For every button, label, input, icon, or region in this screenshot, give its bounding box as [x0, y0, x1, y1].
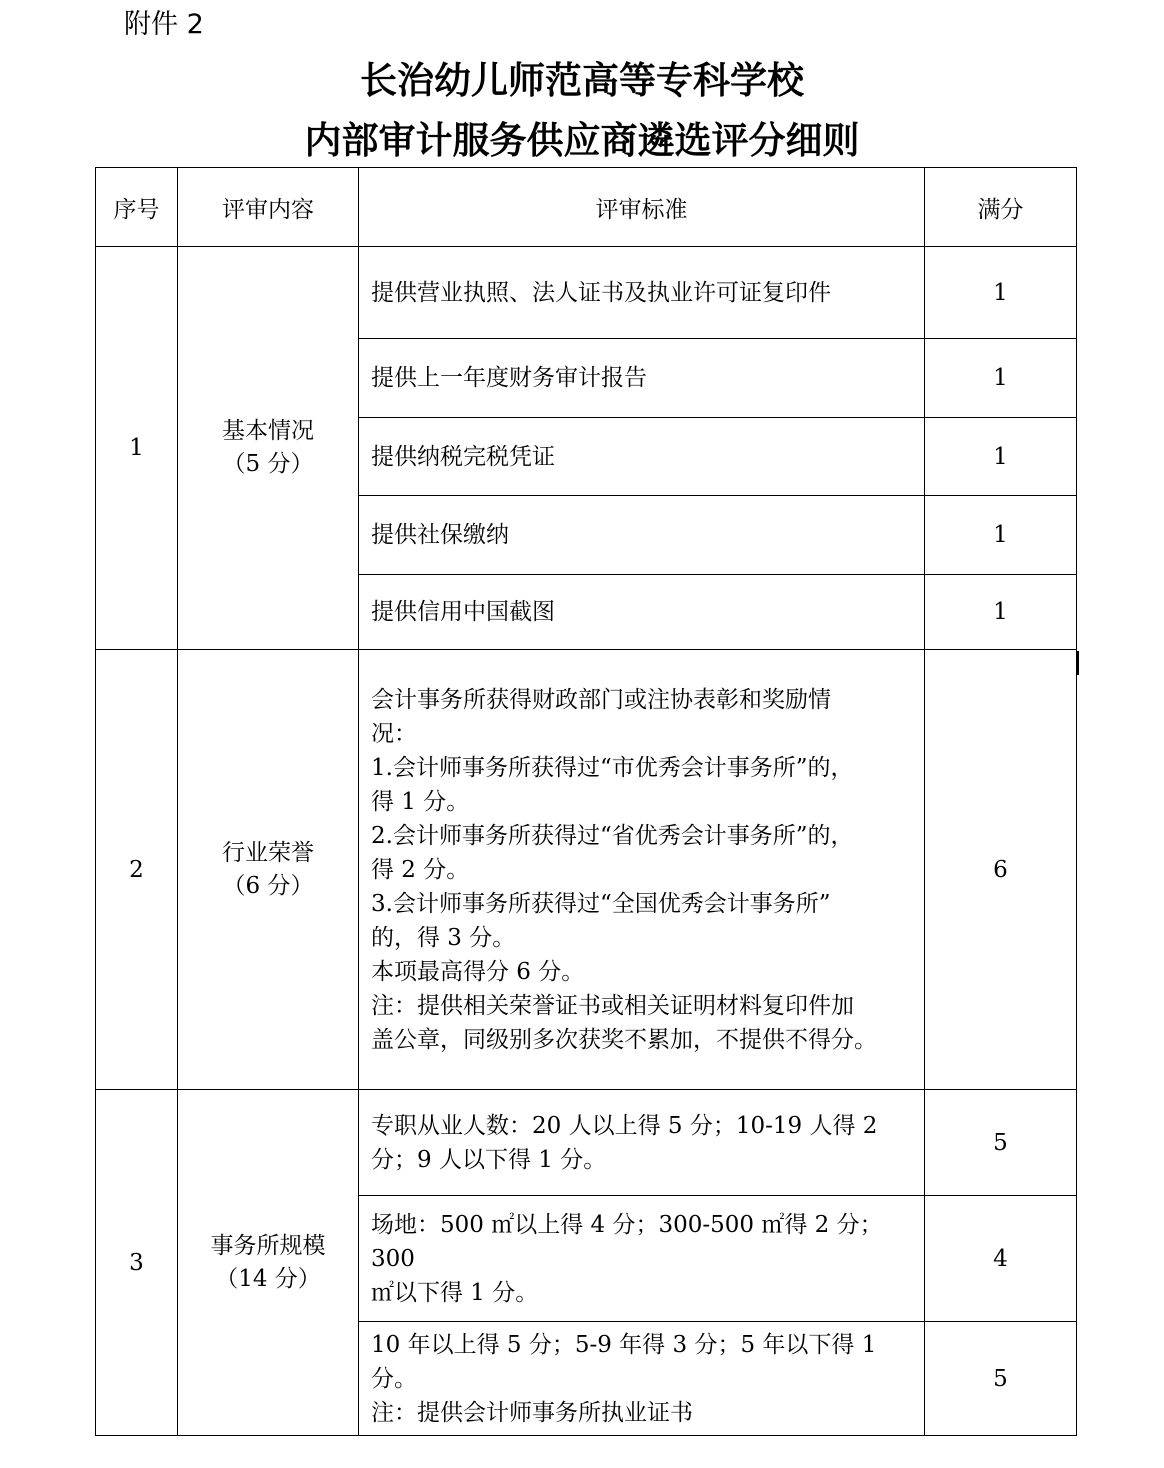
review-standard: 提供纳税完税凭证	[359, 418, 925, 496]
table-row	[96, 247, 1077, 339]
standard-line: 分；9 人以下得 1 分。	[371, 1146, 607, 1173]
standard-line: 2.会计师事务所获得过“省优秀会计事务所”的，	[371, 822, 854, 849]
review-standard	[359, 1090, 925, 1196]
standard-line: 注：提供相关荣誉证书或相关证明材料复印件加	[371, 992, 854, 1019]
row-number: 2	[96, 650, 178, 1090]
review-standard: 提供社保缴纳	[359, 496, 925, 575]
scoring-table	[95, 167, 1077, 1436]
review-content-score: （5 分）	[222, 451, 314, 477]
header-full-score: 满分	[925, 168, 1077, 247]
full-score: 5	[925, 1322, 1077, 1436]
table-row	[96, 650, 1077, 1090]
document-title-line-2: 内部审计服务供应商遴选评分细则	[304, 119, 860, 162]
table-row	[96, 1090, 1077, 1196]
standard-line: 得 2 分。	[371, 856, 470, 883]
review-content	[178, 650, 359, 1090]
row-number: 1	[96, 247, 178, 650]
review-standard: 提供信用中国截图	[359, 575, 925, 650]
standard-line: 况：	[371, 720, 417, 747]
standard-line: 本项最高得分 6 分。	[371, 958, 585, 985]
full-score: 1	[925, 496, 1077, 575]
attachment-label: 附件 2	[124, 9, 204, 40]
review-standard: 提供上一年度财务审计报告	[359, 339, 925, 418]
review-standard	[359, 650, 925, 1090]
full-score: 6	[925, 650, 1077, 1090]
standard-line: 1.会计师事务所获得过“市优秀会计事务所”的，	[371, 754, 854, 781]
standard-line: 场地：500 ㎡以上得 4 分；300-500 ㎡得 2 分；300	[371, 1211, 883, 1272]
review-standard: 提供营业执照、法人证书及执业许可证复印件	[359, 247, 925, 339]
full-score: 1	[925, 575, 1077, 650]
document-title-line-1: 长治幼儿师范高等专科学校	[360, 59, 804, 102]
standard-line: 10 年以上得 5 分；5-9 年得 3 分；5 年以下得 1	[371, 1331, 877, 1358]
table-header-row	[96, 168, 1077, 247]
standard-line: 会计事务所获得财政部门或注协表彰和奖励情	[371, 686, 831, 713]
full-score: 4	[925, 1196, 1077, 1322]
standard-line: ㎡以下得 1 分。	[371, 1279, 539, 1306]
header-content: 评审内容	[178, 168, 359, 247]
review-content-score: （14 分）	[215, 1265, 321, 1292]
full-score: 1	[925, 418, 1077, 496]
standard-line: 专职从业人数：20 人以上得 5 分；10-19 人得 2	[371, 1112, 878, 1139]
standard-line: 得 1 分。	[371, 788, 470, 815]
standard-line: 3.会计师事务所获得过“全国优秀会计事务所”	[371, 890, 831, 917]
header-standard: 评审标准	[359, 168, 925, 247]
review-content-name: 行业荣誉	[222, 839, 314, 866]
review-content-name: 基本情况	[222, 418, 314, 444]
text-cursor-mark	[1077, 651, 1079, 675]
standard-line: 分。	[371, 1365, 417, 1392]
header-no: 序号	[96, 168, 178, 247]
review-standard	[359, 1322, 925, 1436]
full-score: 1	[925, 247, 1077, 339]
full-score: 1	[925, 339, 1077, 418]
standard-line: 的，得 3 分。	[371, 924, 516, 951]
review-standard	[359, 1196, 925, 1322]
review-content	[178, 247, 359, 650]
row-number: 3	[96, 1090, 178, 1436]
review-content-score: （6 分）	[222, 872, 314, 899]
standard-line: 注：提供会计师事务所执业证书	[371, 1399, 693, 1426]
full-score: 5	[925, 1090, 1077, 1196]
standard-line: 盖公章，同级别多次获奖不累加，不提供不得分。	[371, 1026, 877, 1053]
review-content-name: 事务所规模	[210, 1232, 326, 1259]
review-content	[178, 1090, 359, 1436]
